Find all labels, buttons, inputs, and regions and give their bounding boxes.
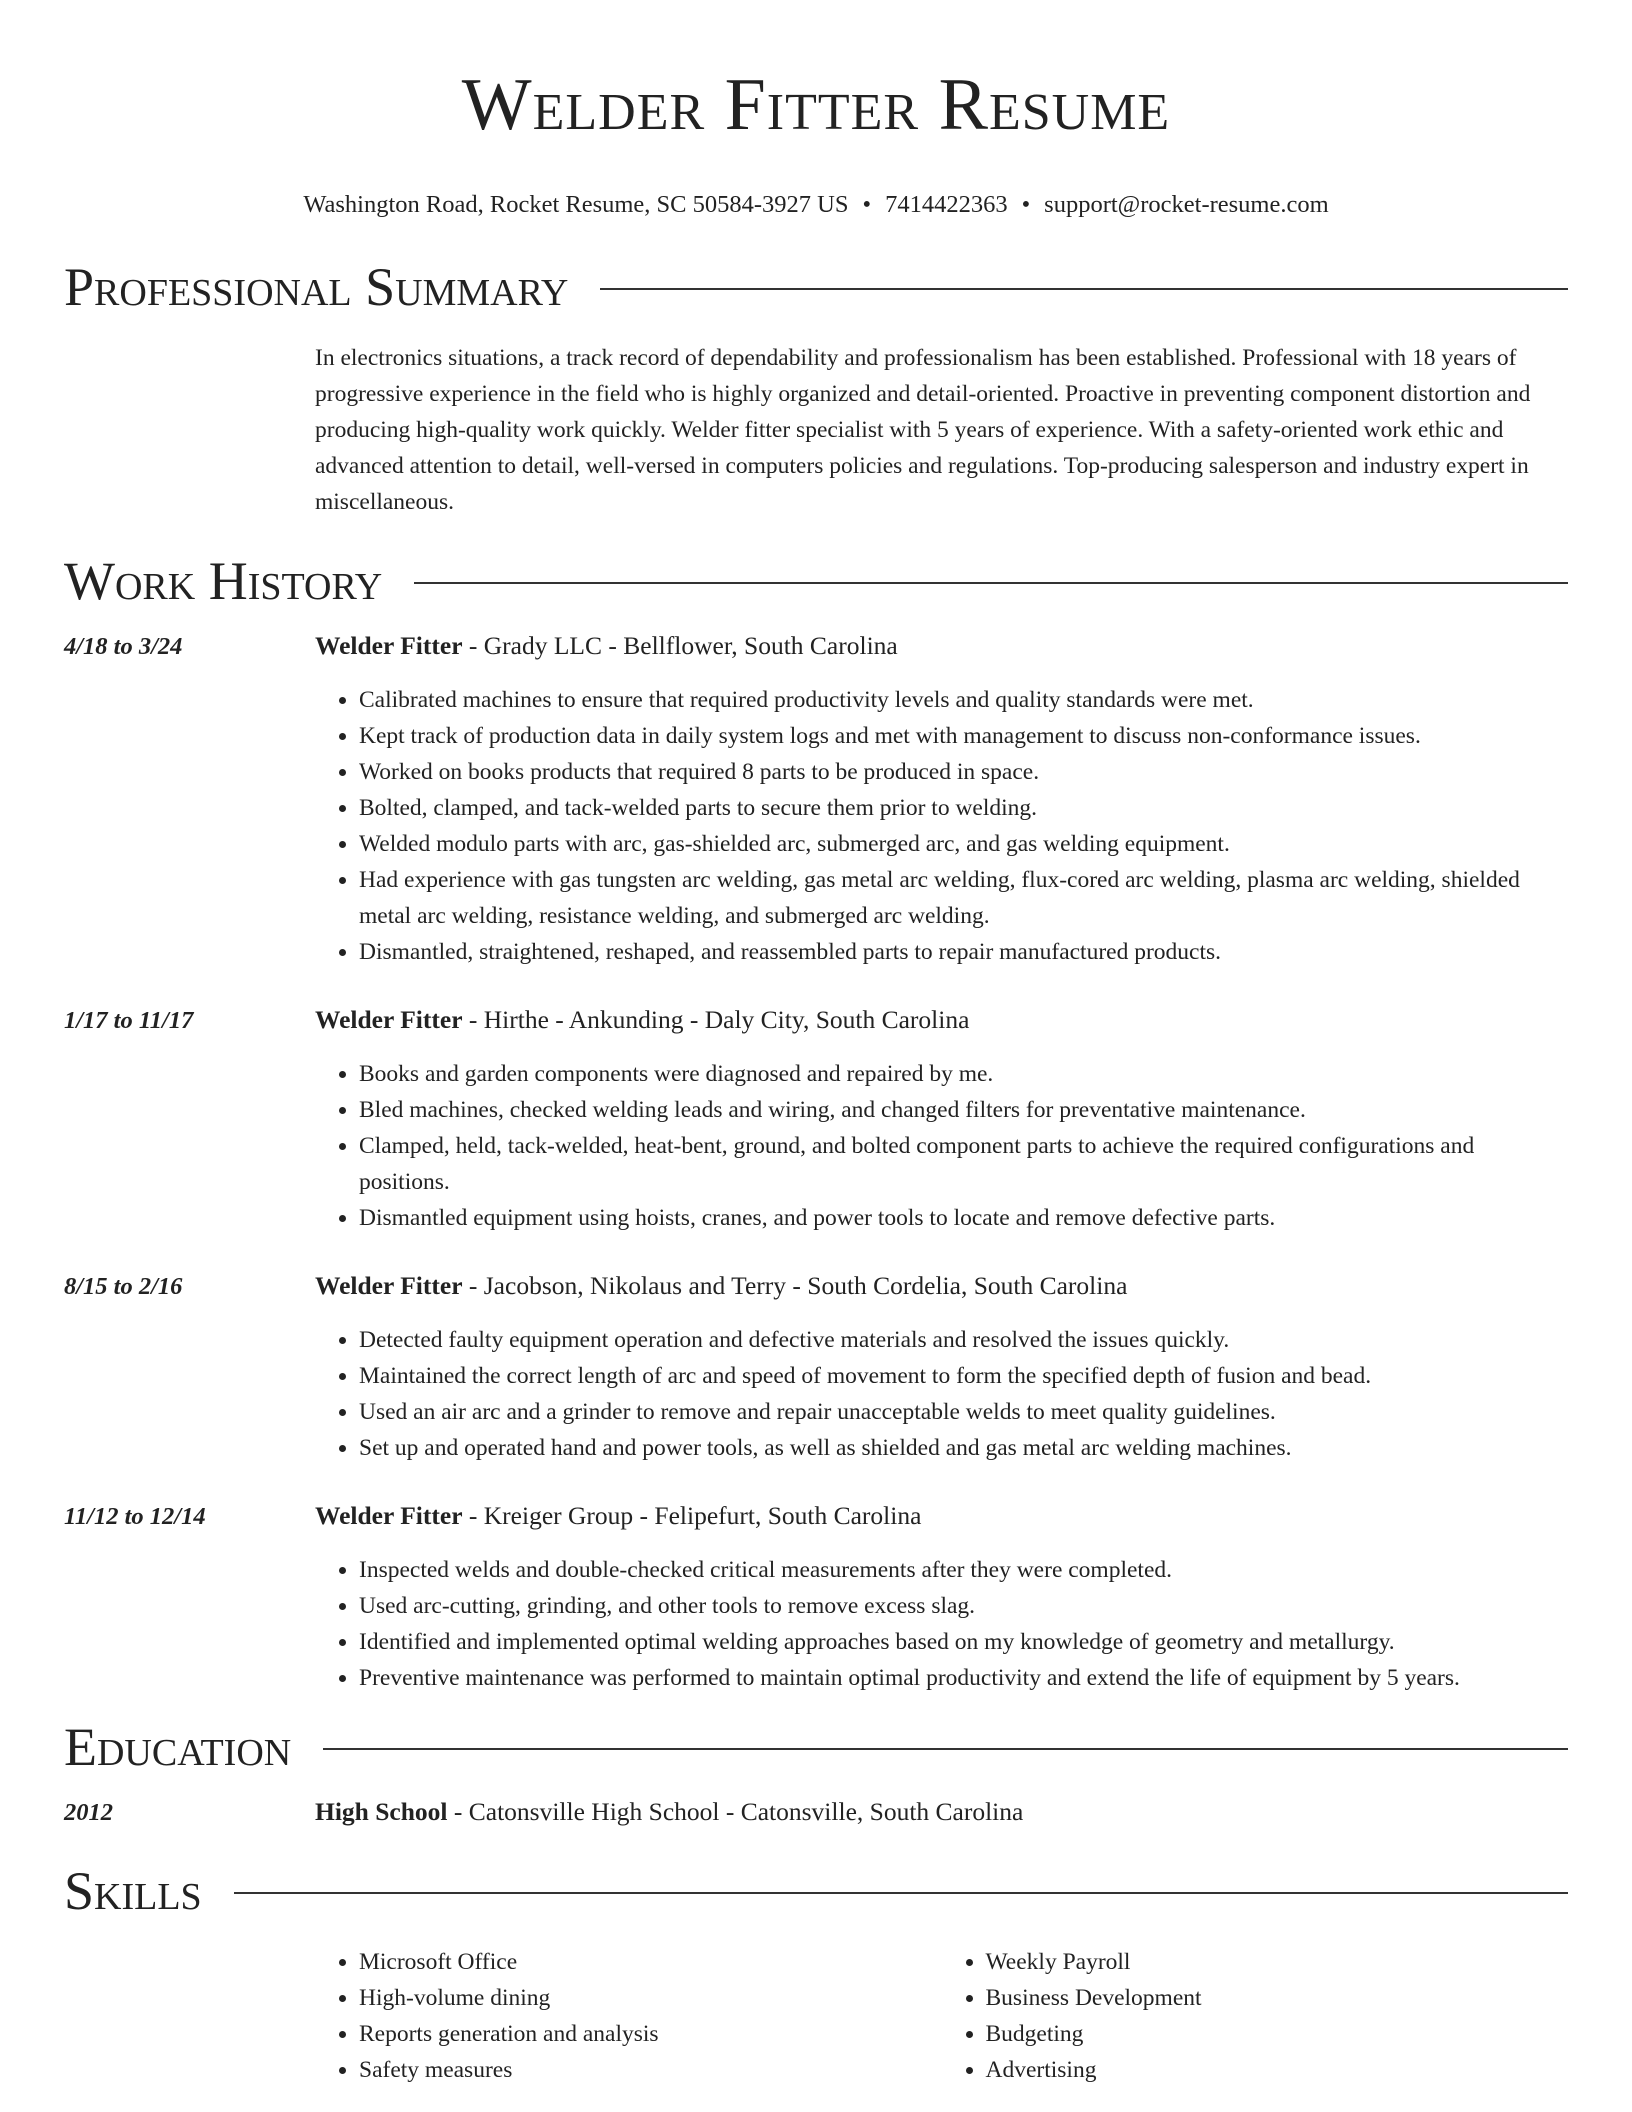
section-header	[64, 550, 1568, 612]
job-employer: - Kreiger Group - Felipefurt, South Carolina	[462, 1501, 922, 1530]
education-entry	[64, 1794, 1568, 1830]
job-entry	[64, 1268, 1568, 1466]
education-line	[315, 1794, 1023, 1830]
job-header	[64, 628, 1568, 664]
list-item: • Had experience with gas tungsten arc welding, gas metal arc welding, flux-cored arc welding, plasma arc welding, shielded metal arc welding, resistance welding, and submerged arc welding.	[359, 862, 1568, 934]
job-bullets	[315, 682, 1568, 970]
contact-address: Washington Road, Rocket Resume, SC 50584-3927 US	[303, 191, 849, 218]
list-item: • Inspected welds and double-checked critical measurements after they were completed.	[359, 1552, 1568, 1588]
summary-body	[315, 340, 1568, 520]
job-bullets-wrap	[315, 1552, 1568, 1696]
job-dates: 11/12 to 12/14	[64, 1503, 206, 1530]
contact-line	[64, 190, 1568, 220]
list-item: • Detected faulty equipment operation and defective materials and resolved the issues quickly.	[359, 1322, 1568, 1358]
job-dates: 4/18 to 3/24	[64, 633, 183, 660]
list-item: • Dismantled, straightened, reshaped, and reassembled parts to repair manufactured products.	[359, 934, 1568, 970]
list-item: • Used arc-cutting, grinding, and other tools to remove excess slag.	[359, 1588, 1568, 1624]
list-item: • Worked on books products that required 8 parts to be produced in space.	[359, 754, 1568, 790]
job-bullets	[315, 1552, 1568, 1696]
section-divider	[323, 1748, 1568, 1750]
job-bullets-wrap	[315, 1056, 1568, 1236]
section-divider	[600, 288, 1568, 290]
skill-item: • Weekly Payroll	[986, 1944, 1569, 1980]
job-employer: - Grady LLC - Bellflower, South Carolina	[462, 631, 898, 660]
education-section	[64, 1716, 1568, 1830]
resume-page	[64, 0, 1568, 2088]
job-employer: - Hirthe - Ankunding - Daly City, South Carolina	[462, 1005, 970, 1034]
job-dates: 8/15 to 2/16	[64, 1273, 183, 1300]
list-item: • Used an air arc and a grinder to remove and repair unacceptable welds to meet quality guidelines.	[359, 1394, 1568, 1430]
list-item: • Clamped, held, tack-welded, heat-bent, ground, and bolted component parts to achieve the required configurations and positions.	[359, 1128, 1568, 1200]
work-history-section	[64, 550, 1568, 1696]
contact-separator: •	[1021, 191, 1031, 218]
skill-item: • Advertising	[986, 2052, 1569, 2088]
job-header	[64, 1268, 1568, 1304]
job-title-line	[315, 1498, 921, 1534]
contact-email: support@rocket-resume.com	[1044, 191, 1329, 218]
job-entry	[64, 1498, 1568, 1696]
job-role: Welder Fitter	[315, 1005, 463, 1034]
list-item: • Calibrated machines to ensure that required productivity levels and quality standards were met.	[359, 682, 1568, 718]
section-header	[64, 256, 1568, 318]
list-item: • Kept track of production data in daily system logs and met with management to discuss non-conformance issues.	[359, 718, 1568, 754]
skill-item: • Reports generation and analysis	[359, 2016, 942, 2052]
job-entry	[64, 628, 1568, 970]
section-title: Work History	[64, 551, 383, 611]
list-item: • Books and garden components were diagnosed and repaired by me.	[359, 1056, 1568, 1092]
section-title: Professional Summary	[64, 257, 569, 317]
section-divider	[414, 582, 1568, 584]
contact-separator: •	[862, 191, 872, 218]
skill-item: • Safety measures	[359, 2052, 942, 2088]
list-item: • Welded modulo parts with arc, gas-shielded arc, submerged arc, and gas welding equipment.	[359, 826, 1568, 862]
skills-columns	[315, 1944, 1568, 2088]
list-item: • Maintained the correct length of arc and speed of movement to form the specified depth of fusion and bead.	[359, 1358, 1568, 1394]
job-title-line	[315, 628, 898, 664]
resume-title: Welder Fitter Resume	[461, 64, 1171, 146]
skill-item: • Microsoft Office	[359, 1944, 942, 1980]
skill-item: • High-volume dining	[359, 1980, 942, 2016]
section-header	[64, 1716, 1568, 1778]
job-title-line	[315, 1002, 969, 1038]
education-school: - Catonsville High School - Catonsville, South Carolina	[447, 1797, 1024, 1826]
list-item: • Set up and operated hand and power tools, as well as shielded and gas metal arc welding machines.	[359, 1430, 1568, 1466]
skill-item: • Business Development	[986, 1980, 1569, 2016]
list-item: • Bolted, clamped, and tack-welded parts to secure them prior to welding.	[359, 790, 1568, 826]
list-item: • Identified and implemented optimal welding approaches based on my knowledge of geometry and metallurgy.	[359, 1624, 1568, 1660]
job-bullets-wrap	[315, 1322, 1568, 1466]
summary-text: In electronics situations, a track record of dependability and professionalism has been established. Professional with 18 years of progressive experience in the field who is highly organized and detail-oriented. Proactive in preventing component distortion and producing high-quality work quickly. Welder fitter specialist with 5 years of experience. With a safety-oriented work ethic and advanced attention to detail, well-versed in computers policies and regulations. Top-producing salesperson and industry expert in miscellaneous.	[315, 345, 1531, 515]
section-title: Education	[64, 1717, 292, 1777]
section-header	[64, 1860, 1568, 1922]
job-employer: - Jacobson, Nikolaus and Terry - South Cordelia, South Carolina	[462, 1271, 1128, 1300]
job-role: Welder Fitter	[315, 631, 463, 660]
job-bullets	[315, 1322, 1568, 1466]
list-item: • Preventive maintenance was performed to maintain optimal productivity and extend the life of equipment by 5 years.	[359, 1660, 1568, 1696]
contact-phone: 7414422363	[885, 191, 1008, 218]
job-bullets	[315, 1056, 1568, 1236]
section-title: Skills	[64, 1861, 202, 1921]
skills-list-left	[315, 1944, 942, 2088]
summary-section	[64, 256, 1568, 520]
job-header	[64, 1002, 1568, 1038]
education-year: 2012	[64, 1799, 113, 1826]
skills-section	[64, 1860, 1568, 2088]
list-item: • Dismantled equipment using hoists, cranes, and power tools to locate and remove defective parts.	[359, 1200, 1568, 1236]
skill-item: • Budgeting	[986, 2016, 1569, 2052]
job-dates: 1/17 to 11/17	[64, 1007, 194, 1034]
section-divider	[234, 1892, 1568, 1894]
job-role: Welder Fitter	[315, 1501, 463, 1530]
job-header	[64, 1498, 1568, 1534]
list-item: • Bled machines, checked welding leads and wiring, and changed filters for preventative maintenance.	[359, 1092, 1568, 1128]
job-bullets-wrap	[315, 682, 1568, 970]
job-role: Welder Fitter	[315, 1271, 463, 1300]
job-entry	[64, 1002, 1568, 1236]
skills-list-right	[942, 1944, 1569, 2088]
education-degree: High School	[315, 1797, 448, 1826]
job-title-line	[315, 1268, 1127, 1304]
